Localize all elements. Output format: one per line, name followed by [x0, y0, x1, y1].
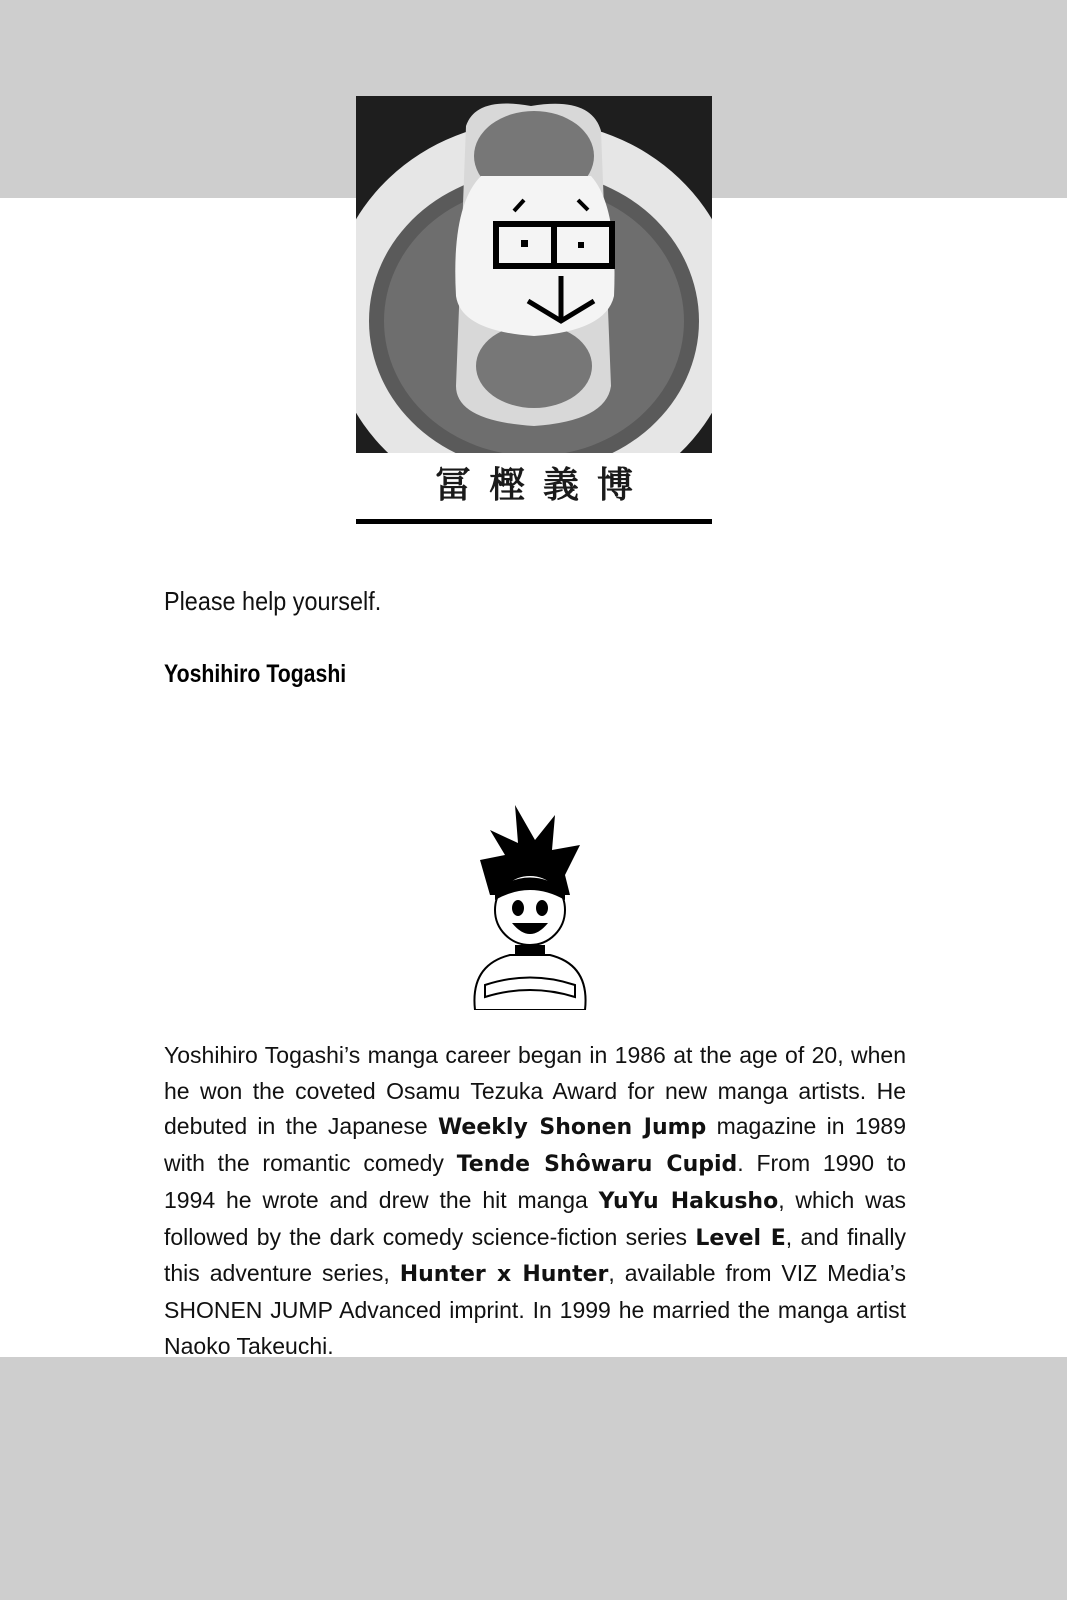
- character-illustration: [470, 805, 590, 1010]
- bio-title-tende-showaru-cupid: Tende Shôwaru Cupid: [456, 1152, 738, 1178]
- name-underline-divider: [356, 519, 712, 524]
- bio-text: , available from VIZ Media’s SHONEN JUMP Advanced imprint. In 1999 he married the manga artist Naoko Takeuchi.: [164, 1260, 906, 1359]
- author-photo-toast: [356, 96, 712, 453]
- bio-text: . From 1990 to 1994 he wrote and drew the hit manga: [164, 1150, 906, 1213]
- bio-title-yuyu-hakusho: YuYu Hakusho: [598, 1188, 779, 1214]
- bottom-gray-band: [0, 1357, 1067, 1600]
- bio-text: magazine in 1989 with the romantic comedy: [164, 1113, 906, 1177]
- bio-text: , and finally this adventure series,: [164, 1223, 906, 1287]
- spiky-hair-boy-icon: [470, 805, 590, 1010]
- bio-text: , which was followed by the dark comedy science-fiction series: [164, 1186, 906, 1250]
- author-comment: Please help yourself.: [164, 586, 382, 616]
- toast-plate-photo-icon: [356, 96, 712, 453]
- author-signature: Yoshihiro Togashi: [164, 660, 347, 688]
- bio-title-weekly-shonen-jump: Weekly Shonen Jump: [437, 1115, 707, 1141]
- bio-text: Yoshihiro Togashi’s manga career began in 1986 at the age of 20, when he won the coveted Osamu Tezuka Award for new manga artists. He debuted in the Japanese: [164, 1042, 906, 1140]
- author-biography: [164, 1038, 906, 1364]
- bio-title-level-e: Level E: [695, 1225, 786, 1251]
- author-name-japanese: 冨樫義博: [434, 465, 651, 506]
- bio-title-hunter-x-hunter: Hunter x Hunter: [399, 1262, 609, 1288]
